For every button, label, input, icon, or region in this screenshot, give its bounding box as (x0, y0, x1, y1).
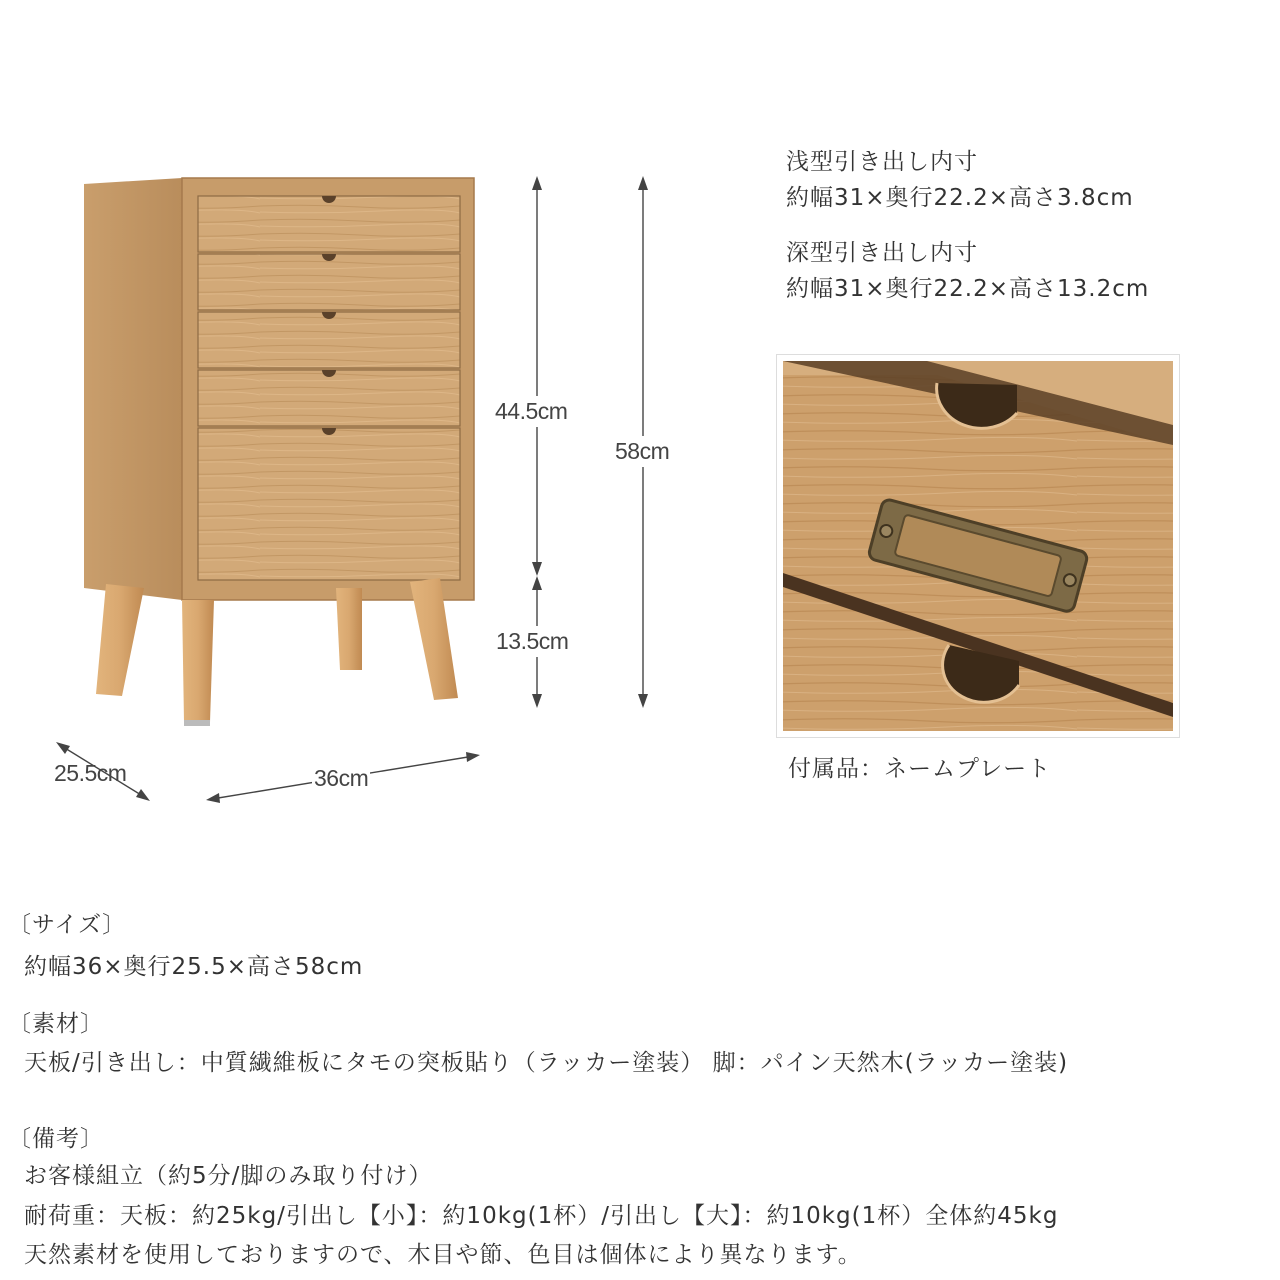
dim-depth: 25.5cm (54, 760, 127, 786)
dim-body-height: 44.5cm (495, 396, 567, 427)
notes-line-load: 耐荷重：天板：約25kg/引出し【小】：約10kg(1杯）/引出し【大】：約10kg(1杯）全体約45kg (24, 1203, 1059, 1229)
notes-line-assembly: お客様組立（約5分/脚のみ取り付け） (24, 1163, 433, 1189)
deep-drawer-size: 約幅31×奥行22.2×高さ13.2cm (786, 276, 1150, 302)
material-heading: 〔素材〕 (8, 1011, 104, 1037)
dim-width: 36cm (314, 765, 369, 791)
shallow-drawer-title: 浅型引き出し内寸 (786, 149, 978, 175)
size-heading: 〔サイズ〕 (8, 912, 127, 938)
nameplate-photo (776, 354, 1180, 738)
notes-line-natural: 天然素材を使用しておりますので、木目や節、色目は個体により異なります。 (24, 1242, 862, 1268)
dim-total-height: 58cm (615, 436, 669, 467)
size-line: 約幅36×奥行25.5×高さ58cm (24, 954, 364, 980)
accessory-caption: 付属品：ネームプレート (788, 756, 1052, 782)
notes-heading: 〔備考〕 (8, 1126, 104, 1152)
material-line: 天板/引き出し：中質繊維板にタモの突板貼り（ラッカー塗装） 脚：パイン天然木(ラッカー塗装) (24, 1050, 1069, 1076)
shallow-drawer-size: 約幅31×奥行22.2×高さ3.8cm (786, 185, 1134, 211)
dim-leg-height: 13.5cm (496, 626, 568, 657)
deep-drawer-title: 深型引き出し内寸 (786, 240, 978, 266)
